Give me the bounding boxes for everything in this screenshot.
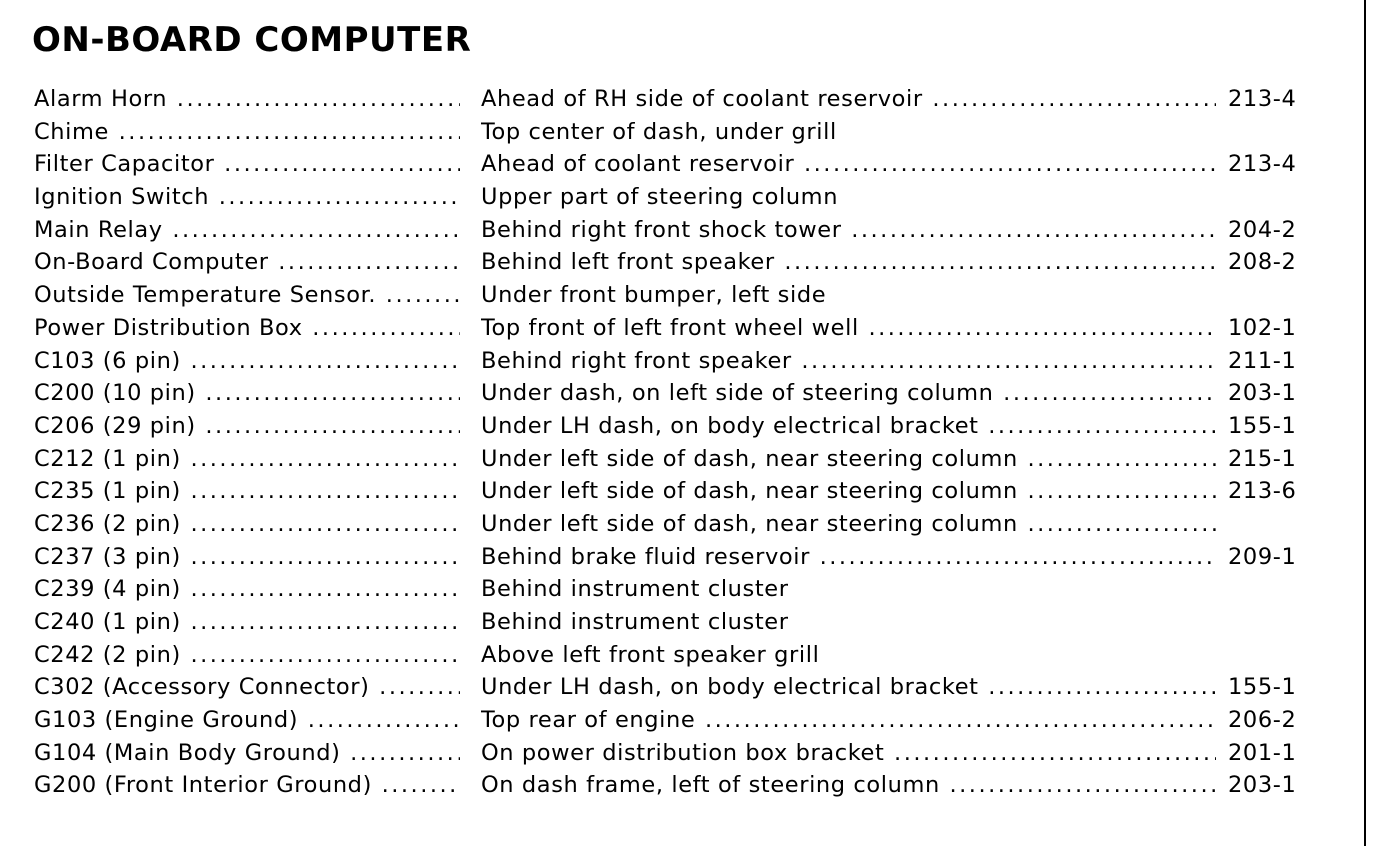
page-reference: 211-1	[1228, 347, 1297, 374]
component-name-cell	[34, 181, 460, 214]
location-text: Ahead of RH side of coolant reservoir .....	[481, 86, 1216, 112]
component-name: C240 (1 pin) .....	[34, 609, 460, 635]
list-item	[0, 345, 1360, 378]
location-cell	[481, 246, 1216, 279]
component-name: Main Relay .....	[34, 217, 460, 243]
location-cell	[481, 769, 1216, 802]
location-text: On dash frame, left of steering column .....	[481, 772, 1216, 798]
page-reference: 213-4	[1228, 151, 1297, 178]
page-reference: 155-1	[1228, 674, 1297, 701]
location-text: Under LH dash, on body electrical bracket .....	[481, 413, 1216, 439]
component-name: G103 (Engine Ground) .....	[34, 707, 460, 733]
page-reference: 215-1	[1228, 445, 1297, 472]
location-text: Behind instrument cluster	[481, 609, 789, 635]
page-reference: 204-2	[1228, 216, 1297, 243]
component-name: Ignition Switch .....	[34, 184, 460, 210]
list-item	[0, 279, 1360, 312]
location-cell	[481, 83, 1216, 116]
location-text: Behind right front shock tower .....	[481, 217, 1216, 243]
location-text: Under dash, on left side of steering column .....	[481, 380, 1216, 406]
location-cell	[481, 639, 1216, 672]
location-text: Above left front speaker grill	[481, 641, 820, 668]
page-title: ON-BOARD COMPUTER	[32, 20, 472, 60]
location-cell	[481, 116, 1216, 149]
page-reference: 209-1	[1228, 543, 1297, 570]
list-item	[0, 704, 1360, 737]
location-cell	[481, 573, 1216, 606]
component-name: C212 (1 pin) .....	[34, 446, 460, 472]
component-name-cell	[34, 475, 460, 508]
list-item	[0, 541, 1360, 574]
location-cell	[481, 475, 1216, 508]
location-cell	[481, 377, 1216, 410]
component-name: On-Board Computer .....	[34, 249, 460, 275]
component-name-cell	[34, 246, 460, 279]
component-name: Filter Capacitor .....	[34, 151, 460, 177]
component-name-cell	[34, 410, 460, 443]
list-item	[0, 83, 1360, 116]
component-name: C302 (Accessory Connector) .....	[34, 674, 460, 700]
location-text: Upper part of steering column	[481, 184, 839, 211]
component-name-cell	[34, 737, 460, 770]
location-cell	[481, 345, 1216, 378]
list-item	[0, 410, 1360, 443]
location-text: Top center of dash, under grill	[481, 118, 837, 145]
location-cell	[481, 737, 1216, 770]
location-text: Behind brake fluid reservoir .....	[481, 544, 1216, 570]
component-name: C237 (3 pin) .....	[34, 544, 460, 570]
location-cell	[481, 279, 1216, 312]
component-name-cell	[34, 116, 460, 149]
page-reference: 203-1	[1228, 772, 1297, 799]
component-name-cell	[34, 443, 460, 476]
page-reference: 213-4	[1228, 86, 1297, 112]
component-name-cell	[34, 377, 460, 410]
list-item	[0, 606, 1360, 639]
component-name: Chime .....	[34, 119, 460, 145]
component-name: C200 (10 pin) .....	[34, 380, 460, 406]
list-item	[0, 246, 1360, 279]
list-item	[0, 475, 1360, 508]
component-name: G200 (Front Interior Ground) .....	[34, 772, 460, 798]
list-item	[0, 148, 1360, 181]
location-text: Top rear of engine .....	[481, 707, 1216, 733]
component-name: C103 (6 pin) .....	[34, 348, 460, 374]
location-cell	[481, 214, 1216, 247]
component-name-cell	[34, 769, 460, 802]
location-text: Under left side of dash, near steering column .....	[481, 511, 1216, 537]
page-reference: 102-1	[1228, 314, 1297, 341]
component-name-cell	[34, 541, 460, 574]
page-reference: 206-2	[1228, 707, 1297, 734]
location-text: Under left side of dash, near steering column .....	[481, 478, 1216, 504]
list-item	[0, 443, 1360, 476]
list-item	[0, 573, 1360, 606]
location-text: Under LH dash, on body electrical bracket .....	[481, 674, 1216, 700]
location-cell	[481, 508, 1216, 541]
component-name: C206 (29 pin) .....	[34, 413, 460, 439]
component-name-cell	[34, 312, 460, 345]
page-reference: 155-1	[1228, 412, 1297, 439]
list-item	[0, 116, 1360, 149]
location-cell	[481, 443, 1216, 476]
list-item	[0, 671, 1360, 704]
component-name-cell	[34, 279, 460, 312]
component-name: C239 (4 pin) .....	[34, 576, 460, 602]
location-text: Behind left front speaker .....	[481, 249, 1216, 275]
component-name-cell	[34, 704, 460, 737]
location-cell	[481, 606, 1216, 639]
location-text: Top front of left front wheel well .....	[481, 315, 1216, 341]
right-margin-rule	[1364, 0, 1366, 846]
component-name: Outside Temperature Sensor. .....	[34, 282, 460, 308]
component-location-list	[0, 83, 1360, 802]
location-cell	[481, 148, 1216, 181]
location-text: Behind instrument cluster	[481, 576, 789, 603]
list-item	[0, 377, 1360, 410]
location-cell	[481, 671, 1216, 704]
component-name: C242 (2 pin) .....	[34, 642, 460, 668]
list-item	[0, 508, 1360, 541]
page-reference: 203-1	[1228, 380, 1297, 407]
list-item	[0, 214, 1360, 247]
location-text: Ahead of coolant reservoir .....	[481, 151, 1216, 177]
component-name: Power Distribution Box .....	[34, 315, 460, 341]
component-name-cell	[34, 214, 460, 247]
page-reference: 208-2	[1228, 249, 1297, 276]
page-reference: 213-6	[1228, 478, 1297, 505]
list-item	[0, 639, 1360, 672]
location-cell	[481, 704, 1216, 737]
component-name-cell	[34, 606, 460, 639]
component-name-cell	[34, 671, 460, 704]
list-item	[0, 769, 1360, 802]
component-name-cell	[34, 148, 460, 181]
component-name: C235 (1 pin) .....	[34, 478, 460, 504]
component-name-cell	[34, 508, 460, 541]
component-name-cell	[34, 83, 460, 116]
component-name-cell	[34, 639, 460, 672]
location-cell	[481, 181, 1216, 214]
location-text: Under left side of dash, near steering column .....	[481, 446, 1216, 472]
component-name-cell	[34, 573, 460, 606]
list-item	[0, 312, 1360, 345]
list-item	[0, 737, 1360, 770]
list-item	[0, 181, 1360, 214]
component-name: Alarm Horn .....	[34, 86, 460, 112]
component-name-cell	[34, 345, 460, 378]
location-text: Under front bumper, left side	[481, 282, 827, 309]
component-name: G104 (Main Body Ground) .....	[34, 740, 460, 766]
location-cell	[481, 541, 1216, 574]
location-cell	[481, 410, 1216, 443]
location-text: On power distribution box bracket .....	[481, 740, 1216, 766]
page-reference: 201-1	[1228, 739, 1297, 766]
location-text: Behind right front speaker .....	[481, 348, 1216, 374]
location-cell	[481, 312, 1216, 345]
component-name: C236 (2 pin) .....	[34, 511, 460, 537]
